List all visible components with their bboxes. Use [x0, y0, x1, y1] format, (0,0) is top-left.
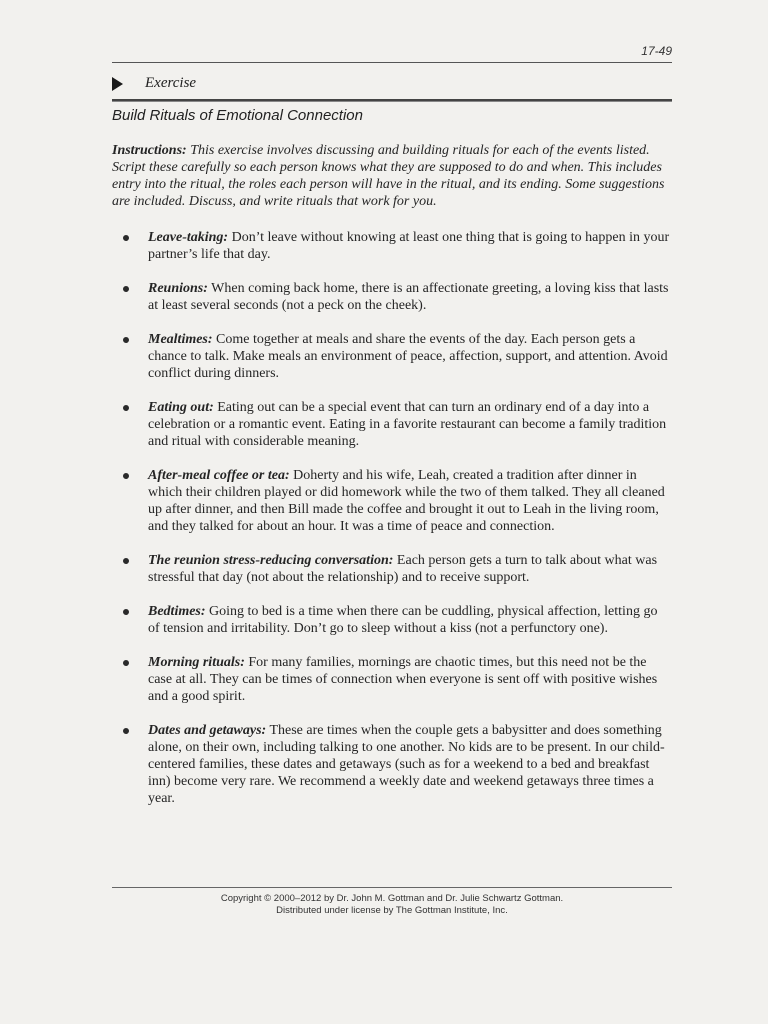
bullet-icon [123, 235, 129, 241]
header-rule [112, 62, 672, 63]
list-item [112, 603, 672, 637]
section-header [112, 74, 672, 96]
item-text: Eating out can be a special event that can turn an ordinary end of a day into a celebration or a romantic event. Eating in a favorite restaurant can become a family tradition and ritual with considerable meaning. [148, 400, 667, 449]
item-term: The reunion stress-reducing conversation: [148, 553, 394, 568]
list-item [112, 280, 672, 314]
item-text: These are times when the couple gets a babysitter and does something alone, on their own, including talking to one another. No kids are to be present. In our child-centered families, these dates and getaways (such as for a weekend to a bed and breakfast inn) become very rare. We recommend a weekly date and weekend getaways three times a year. [148, 723, 665, 806]
list-item [112, 399, 672, 450]
item-text: Come together at meals and share the events of the day. Each person gets a chance to talk. Make meals an environment of peace, affection, support, and attention. Avoid conflict during dinners. [148, 332, 668, 381]
bullet-icon [123, 286, 129, 292]
ritual-list [112, 229, 672, 807]
copyright-line: Copyright © 2000–2012 by Dr. John M. Gottman and Dr. Julie Schwartz Gottman. [220, 893, 564, 904]
item-term: Bedtimes: [148, 604, 206, 619]
bullet-icon [123, 473, 129, 479]
item-term: Dates and getaways: [148, 723, 267, 738]
item-term: Morning rituals: [148, 655, 245, 670]
item-term: Eating out: [148, 400, 214, 415]
page-number: 17-49 [641, 44, 672, 58]
instructions-paragraph [112, 142, 672, 210]
bullet-icon [123, 728, 129, 734]
triangle-arrow-icon [112, 77, 123, 91]
section-rule [112, 99, 672, 102]
list-item [112, 331, 672, 382]
bullet-icon [123, 405, 129, 411]
item-text: Doherty and his wife, Leah, created a tradition after dinner in which their children played or did homework while the two of them talked. They all cleaned up after dinner, and then Bill made the coffee and brought it out to Leah in the living room, and they talked for about an hour. It was a time of peace and connection. [148, 468, 665, 534]
item-term: Reunions: [148, 281, 208, 296]
item-term: After-meal coffee or tea: [148, 468, 290, 483]
footer-rule [112, 887, 672, 888]
instructions-text: This exercise involves discussing and building rituals for each of the events listed. Script these carefully so each person knows what they are supposed to do and when. This includes entry into the ritual, the roles each person will have in the ritual, and its ending. Some suggestions are included. Discuss, and write rituals that work for you. [112, 143, 665, 209]
bullet-icon [123, 337, 129, 343]
list-item [112, 722, 672, 807]
bullet-icon [123, 660, 129, 666]
list-item [112, 229, 672, 263]
license-line: Distributed under license by The Gottman Institute, Inc. [276, 905, 508, 916]
item-text: When coming back home, there is an affectionate greeting, a loving kiss that lasts at least several seconds (not a peck on the cheek). [148, 281, 669, 313]
item-text: Each person gets a turn to talk about what was stressful that day (not about the relationship) and to receive support. [148, 553, 658, 585]
list-item [112, 552, 672, 586]
bullet-icon [123, 558, 129, 564]
item-text: Going to bed is a time when there can be cuddling, physical affection, letting go of tension and irritability. Don’t go to sleep without a kiss (not a perfunctory one). [148, 604, 658, 636]
instructions-label: Instructions: [112, 143, 187, 158]
item-text: For many families, mornings are chaotic times, but this need not be the case at all. They can be times of connection when everyone is sent off with positive wishes and a good spirit. [148, 655, 658, 704]
item-text: Don’t leave without knowing at least one thing that is going to happen in your partner’s life that day. [148, 230, 670, 262]
copyright-footer [112, 893, 672, 917]
exercise-title: Build Rituals of Emotional Connection [112, 107, 363, 124]
list-item [112, 654, 672, 705]
item-term: Leave-taking: [148, 230, 229, 245]
list-item [112, 467, 672, 535]
item-term: Mealtimes: [148, 332, 213, 347]
section-label: Exercise [145, 75, 197, 91]
bullet-icon [123, 609, 129, 615]
